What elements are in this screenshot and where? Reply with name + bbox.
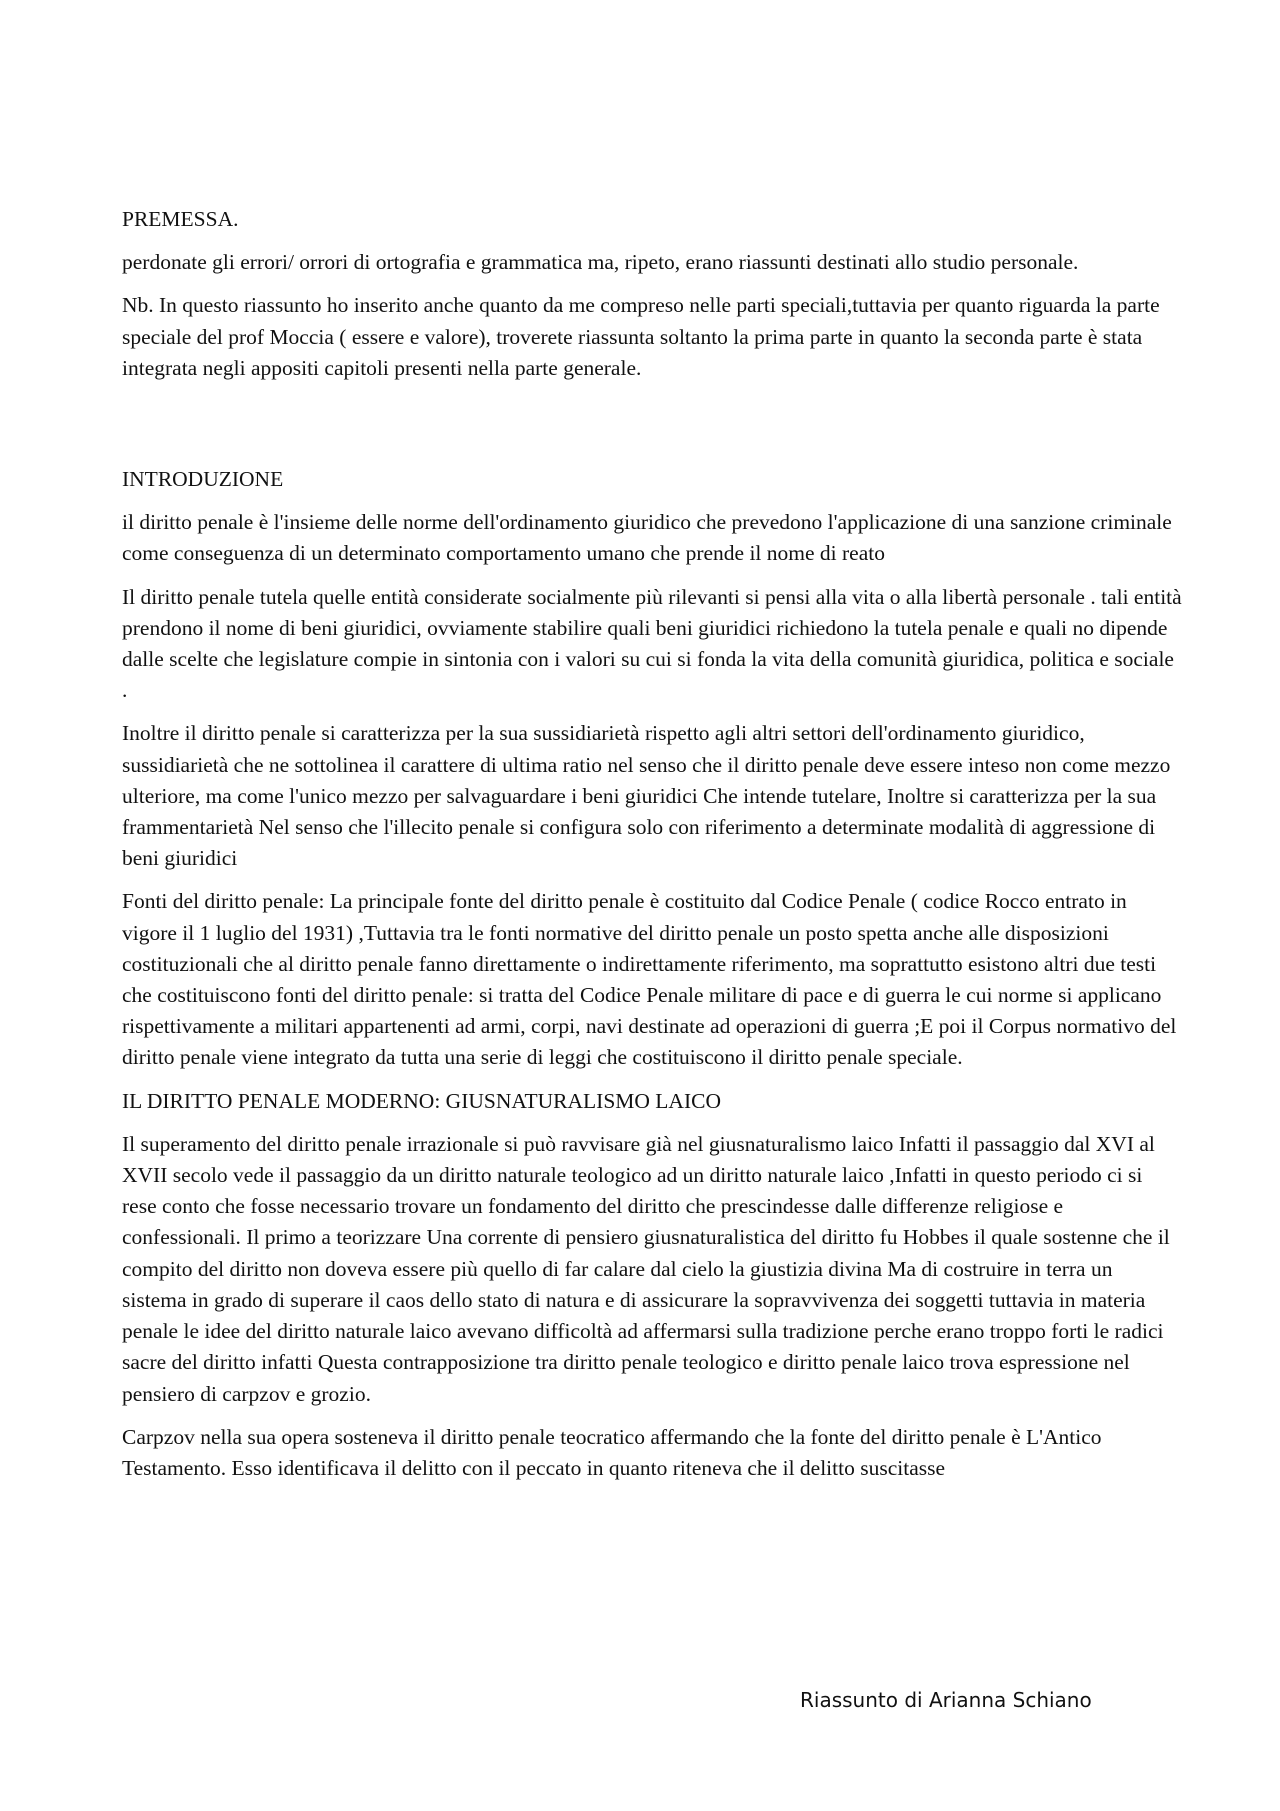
premessa-heading: PREMESSA. xyxy=(122,207,239,231)
introduzione-paragraph-2: Il diritto penale tutela quelle entità considerate socialmente più rilevanti si pensi alla vita o alla libertà personale . tali entità prendono il nome di beni giuridici, ovviamente stabilire quali beni giuridici richiedono la tutela penale e quali no dipende dalle scelte che legislature compie in sintonia con i valori su cui si fonda la vita della comunità giuridica, politica e sociale . xyxy=(122,584,1182,703)
diritto-moderno-paragraph-1: Il superamento del diritto penale irrazionale si può ravvisare già nel giusnaturalismo laico Infatti il passaggio dal XVI al XVII secolo vede il passaggio da un diritto naturale teologico ad un diritto naturale laico ,Infatti in questo periodo ci si rese conto che fosse necessario trovare un fondamento del diritto che prescindesse dalle differenze religiose e confessionali. Il primo a teorizzare Una corrente di pensiero giusnaturalistica del diritto fu Hobbes il quale sostenne che il compito del diritto non doveva essere più quello di far calare dal cielo la giustizia divina Ma di costruire in terra un sistema in grado di superare il caos dello stato di natura e di assicurare la sopravvivenza dei soggetti tuttavia in materia penale le idee del diritto naturale laico avevano difficoltà ad affermarsi sulla tradizione perche erano troppo forti le radici sacre del diritto infatti Questa contrapposizione tra diritto penale teologico e diritto penale laico trova espressione nel pensiero di carpzov e grozio. xyxy=(122,1131,1170,1406)
diritto-moderno-heading: IL DIRITTO PENALE MODERNO: GIUSNATURALISMO LAICO xyxy=(122,1088,721,1113)
introduzione-paragraph-1: il diritto penale è l'insieme delle norme dell'ordinamento giuridico che prevedono l'applicazione di una sanzione criminale come conseguenza di un determinato comportamento umano che prende il nome di reato xyxy=(122,510,1172,566)
section-spacer xyxy=(122,396,1182,464)
diritto-moderno-paragraph-2: Carpzov nella sua opera sosteneva il diritto penale teocratico affermando che la fonte del diritto penale è L'Antico Testamento. Esso identificava il delitto con il peccato in quanto riteneva che il delitto suscitasse xyxy=(122,1424,1102,1480)
document-body xyxy=(122,204,1182,1496)
premessa-paragraph-2: Nb. In questo riassunto ho inserito anche quanto da me compreso nelle parti speciali,tuttavia per quanto riguarda la parte speciale del prof Moccia ( essere e valore), troverete riassunta soltanto la prima parte in quanto la seconda parte è stata integrata negli appositi capitoli presenti nella parte generale. xyxy=(122,293,1160,380)
introduzione-heading: INTRODUZIONE xyxy=(122,467,284,492)
introduzione-paragraph-3: Inoltre il diritto penale si caratterizza per la sua sussidiarietà rispetto agli altri settori dell'ordinamento giuridico, sussidiarietà che ne sottolinea il carattere di ultima ratio nel senso che il diritto penale deve essere inteso non come mezzo ulteriore, ma come l'unico mezzo per salvaguardare i beni giuridici Che intende tutelare, Inoltre si caratterizza per la sua frammentarietà Nel senso che l'illecito penale si configura solo con riferimento a determinate modalità di aggressione di beni giuridici xyxy=(122,721,1171,871)
introduzione-paragraph-4: Fonti del diritto penale: La principale fonte del diritto penale è costituito dal Codice Penale ( codice Rocco entrato in vigore il 1 luglio del 1931) ,Tuttavia tra le fonti normative del diritto penale un posto spetta anche alle disposizioni costituzionali che al diritto penale fanno direttamente o indirettamente riferimento, ma soprattutto esistono altri due testi che costituiscono fonti del diritto penale: si tratta del Codice Penale militare di pace e di guerra le cui norme si applicano rispettivamente a militari appartenenti ad armi, corpi, navi destinate ad operazioni di guerra ;E poi il Corpus normativo del diritto penale viene integrato da tutta una serie di leggi che costituiscono il diritto penale speciale. xyxy=(122,889,1177,1070)
footer-credit: Riassunto di Arianna Schiano xyxy=(800,1688,1092,1712)
premessa-paragraph-1: perdonate gli errori/ orrori di ortografia e grammatica ma, ripeto, erano riassunti destinati allo studio personale. xyxy=(122,250,1079,275)
